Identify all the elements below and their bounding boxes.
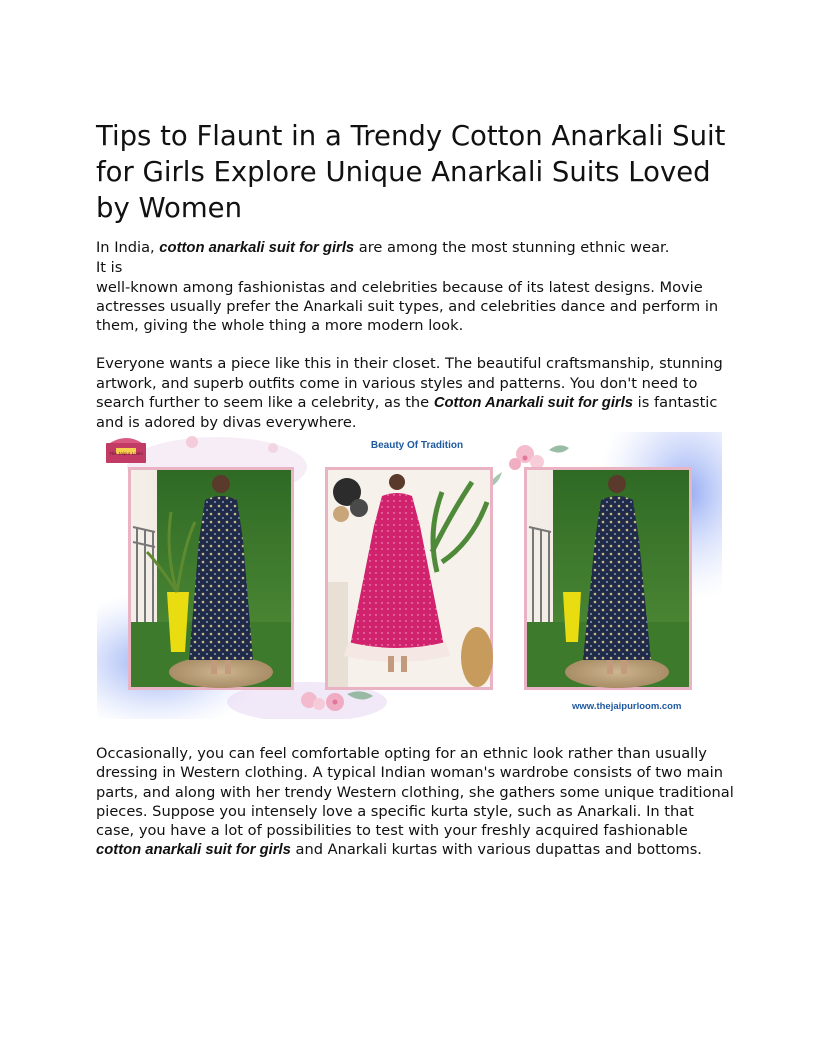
- third-paragraph: [96, 744, 736, 861]
- product-banner-image: [97, 432, 722, 719]
- para3-keyword: cotton anarkali suit for girls: [96, 842, 291, 859]
- para3-text-start: Occasionally, you can feel comfortable opting for an ethnic look rather than usually dressing in Western clothing. A typical Indian woman's wardrobe consists of two main parts, and along with her trendy Western clothing, she gathers some unique traditional pieces. Suppose you intensely love a specific kurta style, such as Anarkali. In that case, you have a lot of possibilities to test with your freshly acquired fashionable: [96, 745, 734, 840]
- banner-heading: Beauty Of Tradition: [370, 440, 464, 451]
- intro-paragraph: [96, 238, 736, 335]
- document-page: [96, 118, 736, 433]
- banner-artwork: [97, 432, 722, 719]
- page-title: Tips to Flaunt in a Trendy Cotton Anarkali Suit for Girls Explore Unique Anarkali Suits Loved by Women: [96, 120, 726, 224]
- document-page-continued: [96, 744, 736, 861]
- banner-website: www.thejaipurloom.com: [572, 701, 682, 712]
- second-paragraph: [96, 354, 736, 432]
- para2-keyword: Cotton Anarkali suit for girls: [433, 395, 634, 412]
- brand-logo: [104, 435, 148, 465]
- intro-line-2: It is: [96, 259, 123, 277]
- brand-logo-text: The Jaipur Loom: [109, 451, 143, 456]
- intro-text-end: are among the most stunning ethnic wear.: [354, 239, 670, 256]
- intro-text-start: In India,: [96, 239, 160, 256]
- para3-text-end: and Anarkali kurtas with various dupattas and bottoms.: [290, 841, 702, 859]
- intro-rest: well-known among fashionistas and celebrities because of its latest designs. Movie actresses usually prefer the Anarkali suit types, and celebrities dance and perform in them, giving the whole thing a more modern look.: [96, 278, 719, 335]
- intro-keyword: cotton anarkali suit for girls: [159, 240, 355, 256]
- para2-text-start: Everyone wants a piece like this in their closet. The beautiful craftsmanship, stunning artwork, and superb outfits come in various styles and patterns. You don't need to search further to seem like a celebrity, as the: [96, 355, 723, 412]
- para2-text-end: is fantastic and is adored by divas everywhere.: [96, 394, 718, 432]
